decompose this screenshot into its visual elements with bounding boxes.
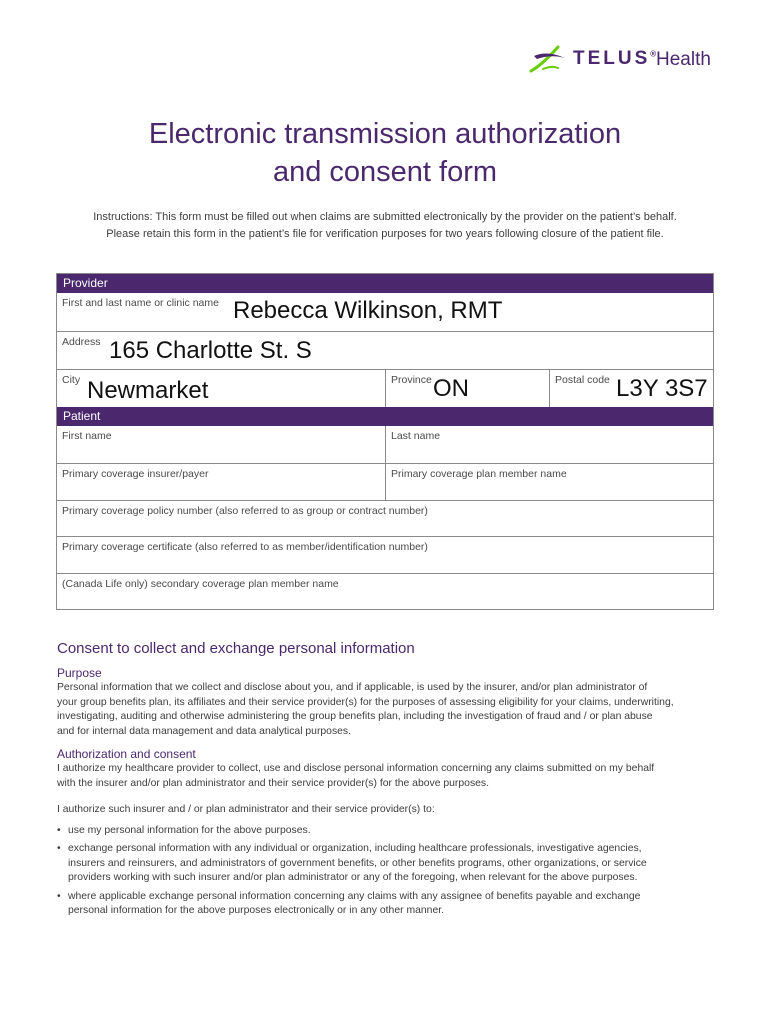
- plan-member-field[interactable]: [385, 464, 713, 500]
- last-name-label: Last name: [391, 430, 441, 442]
- plan-member-label: Primary coverage plan member name: [391, 468, 567, 480]
- list-item: • exchange personal information with any individual or organization, including healthcare professionals, investigative agencies, insurers and reinsurers, and administrators of government benefits, or other benefits programs, other organizations, or service providers working with such insurer and/or plan administrator or any of the foregoing, when relevant for the above purposes.: [57, 842, 717, 886]
- first-name-label: First name: [62, 430, 112, 442]
- brand-name: TELUS®: [573, 48, 657, 69]
- purpose-line: investigating, auditing and otherwise administering the group benefits plan, including the investigation of fraud and / or plan abuse: [57, 711, 653, 722]
- claim-form: [56, 273, 714, 610]
- postal-code-value: L3Y 3S7: [616, 375, 708, 402]
- purpose-line: and for internal data management and data analytical purposes.: [57, 725, 352, 737]
- patient-heading: Patient: [57, 407, 713, 426]
- insurer-field[interactable]: [57, 464, 385, 500]
- last-name-field[interactable]: [385, 426, 713, 463]
- consent-section: [57, 640, 717, 923]
- provider-name-value: Rebecca Wilkinson, RMT: [233, 297, 503, 324]
- provider-heading: Provider: [57, 274, 713, 293]
- page-title: [0, 115, 770, 191]
- certificate-field[interactable]: [57, 537, 713, 573]
- province-value: ON: [433, 375, 469, 402]
- consent-heading: Consent to collect and exchange personal information: [57, 640, 415, 657]
- provider-name-row: [57, 293, 713, 331]
- instructions: [40, 209, 730, 243]
- list-item: • use my personal information for the above purposes.: [57, 824, 717, 839]
- title-line-2: and consent form: [272, 156, 498, 188]
- address-value: 165 Charlotte St. S: [109, 337, 312, 364]
- policy-number-field[interactable]: [57, 501, 713, 536]
- instructions-line-1: Instructions: This form must be filled out when claims are submitted electronically by the provider on the patient’s behalf.: [93, 211, 677, 223]
- authorization-list: [57, 824, 717, 919]
- authorization-line: I authorize my healthcare provider to collect, use and disclose personal information concerning any claims submitted on my behalf: [57, 763, 655, 774]
- telus-leaf-icon: [528, 44, 568, 76]
- list-item: • where applicable exchange personal information concerning any claims with any assignee of benefits payable and exchange personal information for the above purposes electronically or in any other manner.: [57, 890, 717, 919]
- first-name-field[interactable]: [57, 426, 385, 463]
- province-field[interactable]: [385, 370, 549, 407]
- title-line-1: Electronic transmission authorization: [148, 118, 622, 150]
- patient-coverage-row: [57, 463, 713, 500]
- patient-name-row: [57, 426, 713, 463]
- secondary-member-label: (Canada Life only) secondary coverage plan member name: [62, 578, 339, 590]
- certificate-row: [57, 536, 713, 573]
- brand-sub: Health: [656, 49, 711, 70]
- purpose-heading: Purpose: [57, 666, 102, 680]
- instructions-line-2: Please retain this form in the patient’s file for verification purposes for two years following closure of the patient file.: [106, 228, 664, 240]
- purpose-text: [57, 681, 717, 739]
- insurer-label: Primary coverage insurer/payer: [62, 468, 209, 480]
- provider-name-field[interactable]: [57, 293, 713, 331]
- authorization-intro: I authorize such insurer and / or plan administrator and their service provider(s) to:: [57, 804, 435, 815]
- authorization-heading: Authorization and consent: [57, 747, 196, 761]
- telus-health-logo: [528, 44, 728, 76]
- address-label: Address: [62, 336, 101, 348]
- city-field[interactable]: [57, 370, 385, 407]
- city-value: Newmarket: [87, 377, 209, 404]
- postal-code-field[interactable]: [549, 370, 713, 407]
- policy-number-label: Primary coverage policy number (also referred to as group or contract number): [62, 505, 428, 517]
- provider-address-field[interactable]: [57, 332, 713, 369]
- secondary-member-field[interactable]: [57, 574, 713, 609]
- city-label: City: [62, 374, 81, 386]
- provider-address-row: [57, 331, 713, 369]
- provider-location-row: [57, 369, 713, 407]
- purpose-line: your group benefits plan, its affiliates and their service provider(s) for the purposes of assessing eligibility for your claims, underwriting,: [57, 696, 674, 708]
- certificate-label: Primary coverage certificate (also referred to as member/identification number): [62, 541, 428, 553]
- secondary-row: [57, 573, 713, 609]
- authorization-text: [57, 762, 717, 791]
- purpose-line: Personal information that we collect and disclose about you, and if applicable, is used by the insurer, and/or plan administrator of: [57, 682, 648, 693]
- provider-name-label: First and last name or clinic name: [62, 297, 219, 309]
- authorization-line: with the insurer and/or plan administrator and their service provider(s) for the above purposes.: [57, 777, 490, 789]
- postal-code-label: Postal code: [555, 374, 610, 386]
- policy-row: [57, 500, 713, 536]
- province-label: Province: [391, 374, 432, 386]
